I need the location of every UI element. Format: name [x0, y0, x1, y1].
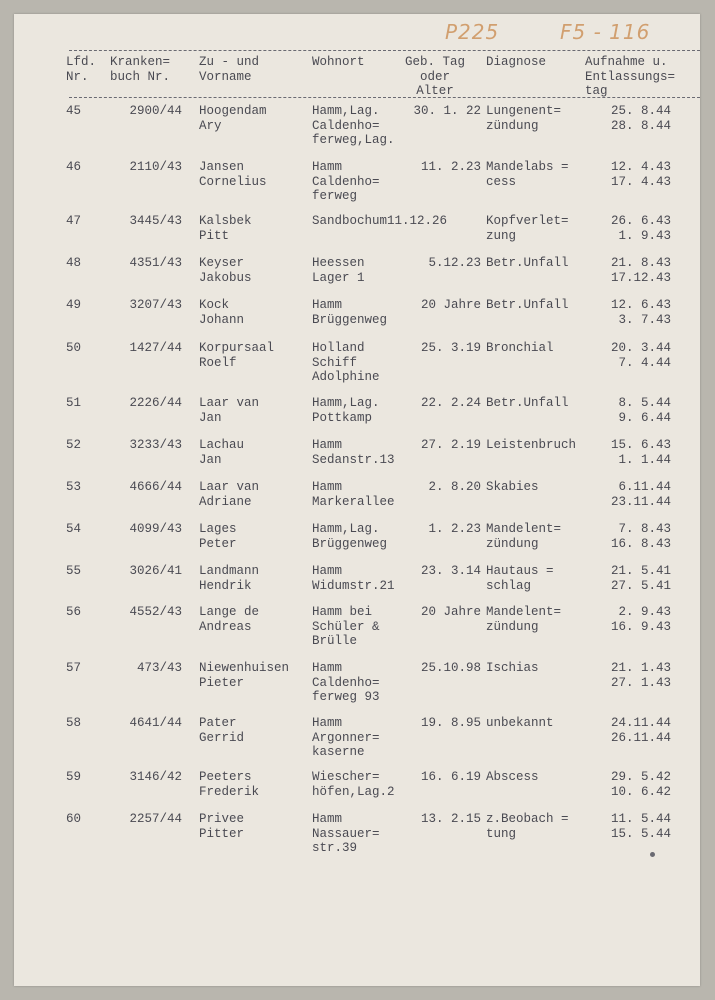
patient-name: Hoogendam Ary: [199, 104, 267, 133]
wohnort: Hamm Markerallee: [312, 480, 395, 509]
wohnort: Wiescher= höfen,Lag.2: [312, 770, 395, 799]
wohnort: Hamm bei Schüler & Brülle: [312, 605, 380, 648]
lfd-nr: 47: [66, 214, 82, 228]
aufnahme-entlassung: 11. 5.44 15. 5.44: [610, 812, 671, 841]
patient-name: Niewenhuisen Pieter: [199, 661, 290, 690]
diagnose: Lungenent= zündung: [486, 104, 562, 133]
patient-name: Lange de Andreas: [199, 605, 260, 634]
patient-name: Lages Peter: [199, 522, 237, 551]
aufnahme-entlassung: 8. 5.44 9. 6.44: [618, 396, 671, 425]
krankenbuch-nr: 3207/43: [129, 298, 182, 312]
wohnort: Hamm Brüggenweg: [312, 298, 388, 327]
wohnort: Hamm Nassauer= str.39: [312, 812, 380, 855]
patient-name: Landmann Hendrik: [199, 564, 260, 593]
wohnort: Hamm Widumstr.21: [312, 564, 395, 593]
geburtstag: 30. 1. 22: [413, 104, 481, 118]
geburtstag: 19. 8.95: [420, 716, 481, 730]
header-aufnahme: Aufnahme u. Entlassungs= tag: [585, 55, 676, 98]
lfd-nr: 53: [66, 480, 82, 494]
handwritten-annotation: F5 - 116: [560, 20, 651, 44]
header-top-rule: [69, 50, 700, 51]
patient-name: Kalsbek Pitt: [199, 214, 252, 243]
krankenbuch-nr: 2257/44: [129, 812, 182, 826]
diagnose: Leistenbruch: [486, 438, 577, 452]
krankenbuch-nr: 4641/44: [129, 716, 182, 730]
lfd-nr: 60: [66, 812, 82, 826]
diagnose: Mandelent= zündung: [486, 522, 562, 551]
aufnahme-entlassung: 12. 4.43 17. 4.43: [610, 160, 671, 189]
lfd-nr: 48: [66, 256, 82, 270]
wohnort: Hamm,Lag. Brüggenweg: [312, 522, 388, 551]
header-bottom-rule: [69, 97, 700, 98]
patient-name: Peeters Frederik: [199, 770, 260, 799]
diagnose: Hautaus = schlag: [486, 564, 554, 593]
krankenbuch-nr: 2110/43: [129, 160, 182, 174]
aufnahme-entlassung: 15. 6.43 1. 1.44: [610, 438, 671, 467]
geburtstag: 1. 2.23: [428, 522, 481, 536]
krankenbuch-nr: 2900/44: [129, 104, 182, 118]
aufnahme-entlassung: 24.11.44 26.11.44: [610, 716, 671, 745]
patient-name: Laar van Adriane: [199, 480, 260, 509]
diagnose: unbekannt: [486, 716, 554, 730]
diagnose: Ischias: [486, 661, 539, 675]
geburtstag: 13. 2.15: [420, 812, 481, 826]
patient-name: Korpursaal Roelf: [199, 341, 275, 370]
header-wohnort: Wohnort: [312, 55, 365, 69]
lfd-nr: 49: [66, 298, 82, 312]
lfd-nr: 51: [66, 396, 82, 410]
header-lfd-nr: Lfd. Nr.: [66, 55, 97, 84]
header-diagnose: Diagnose: [486, 55, 547, 69]
krankenbuch-nr: 4666/44: [129, 480, 182, 494]
lfd-nr: 59: [66, 770, 82, 784]
lfd-nr: 50: [66, 341, 82, 355]
aufnahme-entlassung: 26. 6.43 1. 9.43: [610, 214, 671, 243]
wohnort: Hamm Sedanstr.13: [312, 438, 395, 467]
patient-name: Lachau Jan: [199, 438, 245, 467]
geburtstag: 25.10.98: [420, 661, 481, 675]
aufnahme-entlassung: 21. 8.43 17.12.43: [610, 256, 671, 285]
geburtstag: 16. 6.19: [420, 770, 481, 784]
patient-name: Privee Pitter: [199, 812, 245, 841]
aufnahme-entlassung: 12. 6.43 3. 7.43: [610, 298, 671, 327]
diagnose: Betr.Unfall: [486, 256, 569, 270]
aufnahme-entlassung: 6.11.44 23.11.44: [610, 480, 671, 509]
lfd-nr: 45: [66, 104, 82, 118]
aufnahme-entlassung: 7. 8.43 16. 8.43: [610, 522, 671, 551]
header-krankenbuch-nr: Kranken= buch Nr.: [110, 55, 171, 84]
lfd-nr: 56: [66, 605, 82, 619]
geburtstag: 2. 8.20: [428, 480, 481, 494]
aufnahme-entlassung: 2. 9.43 16. 9.43: [610, 605, 671, 634]
lfd-nr: 54: [66, 522, 82, 536]
wohnort: Heessen Lager 1: [312, 256, 365, 285]
krankenbuch-nr: 3445/43: [129, 214, 182, 228]
lfd-nr: 58: [66, 716, 82, 730]
diagnose: Kopfverlet= zung: [486, 214, 569, 243]
geburtstag: 25. 3.19: [420, 341, 481, 355]
wohnort: Hamm Caldenho= ferweg: [312, 160, 380, 203]
wohnort: Hamm Argonner= kaserne: [312, 716, 380, 759]
krankenbuch-nr: 4099/43: [129, 522, 182, 536]
aufnahme-entlassung: 29. 5.42 10. 6.42: [610, 770, 671, 799]
ink-dot: [650, 852, 655, 857]
header-name: Zu - und Vorname: [199, 55, 260, 84]
diagnose: Betr.Unfall: [486, 298, 569, 312]
diagnose: Mandelent= zündung: [486, 605, 562, 634]
aufnahme-entlassung: 25. 8.44 28. 8.44: [610, 104, 671, 133]
patient-name: Laar van Jan: [199, 396, 260, 425]
krankenbuch-nr: 3146/42: [129, 770, 182, 784]
geburtstag: 20 Jahre: [420, 605, 481, 619]
lfd-nr: 57: [66, 661, 82, 675]
krankenbuch-nr: 1427/44: [129, 341, 182, 355]
krankenbuch-nr: 473/43: [136, 661, 182, 675]
header-geburtstag: Geb. Tag oder Alter: [404, 55, 465, 98]
patient-name: Keyser Jakobus: [199, 256, 252, 285]
patient-name: Kock Johann: [199, 298, 245, 327]
wohnort: Sandbochum11.12.26: [312, 214, 448, 228]
aufnahme-entlassung: 21. 1.43 27. 1.43: [610, 661, 671, 690]
geburtstag: 22. 2.24: [420, 396, 481, 410]
wohnort: Hamm Caldenho= ferweg 93: [312, 661, 380, 704]
wohnort: Hamm,Lag. Caldenho= ferweg,Lag.: [312, 104, 395, 147]
geburtstag: 23. 3.14: [420, 564, 481, 578]
lfd-nr: 52: [66, 438, 82, 452]
krankenbuch-nr: 2226/44: [129, 396, 182, 410]
krankenbuch-nr: 3233/43: [129, 438, 182, 452]
diagnose: Skabies: [486, 480, 539, 494]
handwritten-annotation: P225: [445, 20, 500, 44]
wohnort: Holland Schiff Adolphine: [312, 341, 380, 384]
wohnort: Hamm,Lag. Pottkamp: [312, 396, 380, 425]
krankenbuch-nr: 3026/41: [129, 564, 182, 578]
lfd-nr: 55: [66, 564, 82, 578]
diagnose: Betr.Unfall: [486, 396, 569, 410]
lfd-nr: 46: [66, 160, 82, 174]
krankenbuch-nr: 4351/43: [129, 256, 182, 270]
geburtstag: 27. 2.19: [420, 438, 481, 452]
krankenbuch-nr: 4552/43: [129, 605, 182, 619]
diagnose: Mandelabs = cess: [486, 160, 569, 189]
aufnahme-entlassung: 20. 3.44 7. 4.44: [610, 341, 671, 370]
diagnose: Abscess: [486, 770, 539, 784]
geburtstag: 20 Jahre: [420, 298, 481, 312]
aufnahme-entlassung: 21. 5.41 27. 5.41: [610, 564, 671, 593]
diagnose: Bronchial: [486, 341, 554, 355]
diagnose: z.Beobach = tung: [486, 812, 569, 841]
patient-name: Pater Gerrid: [199, 716, 245, 745]
geburtstag: 5.12.23: [428, 256, 481, 270]
geburtstag: 11. 2.23: [420, 160, 481, 174]
patient-name: Jansen Cornelius: [199, 160, 267, 189]
